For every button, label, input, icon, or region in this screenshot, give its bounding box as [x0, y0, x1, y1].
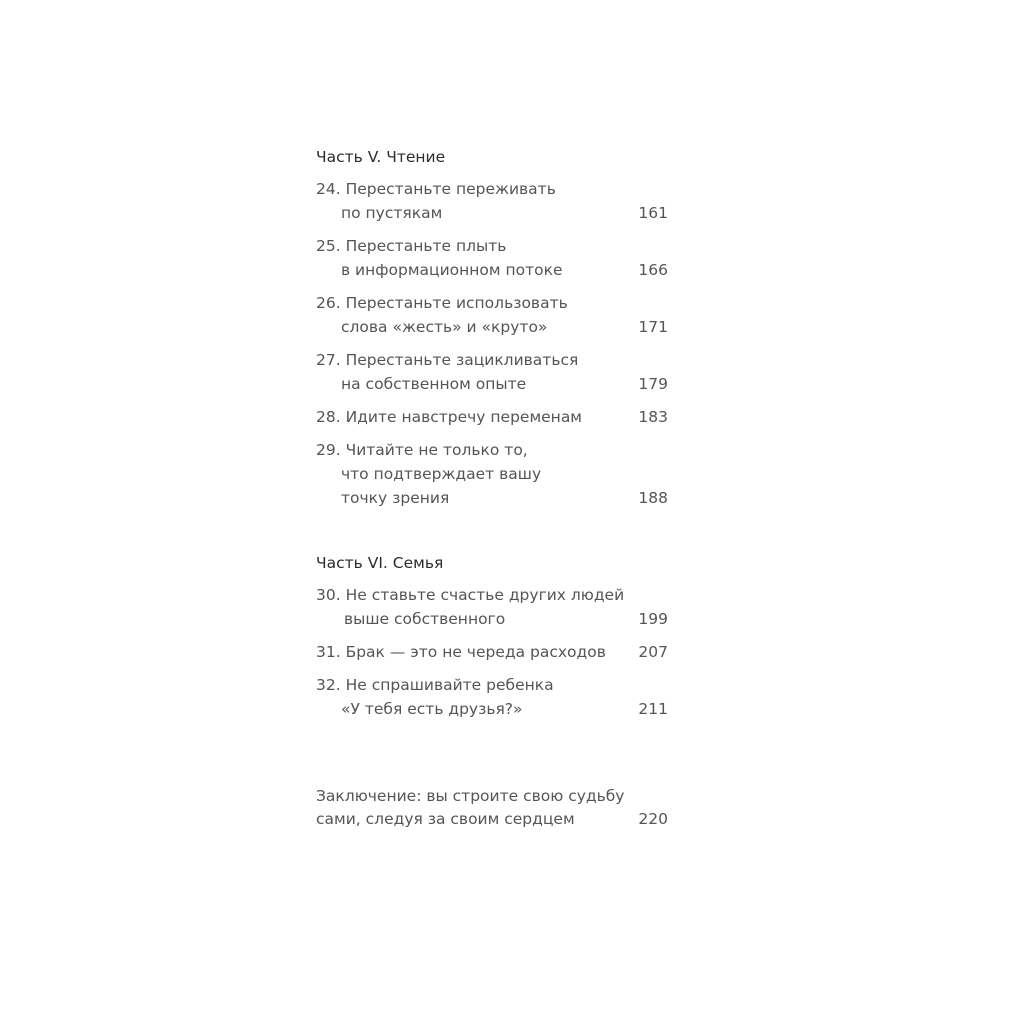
- toc-entry-text: 26. Перестаньте использовать: [316, 294, 568, 312]
- toc-page-number: 220: [638, 810, 668, 828]
- toc-entry-text: выше собственного: [344, 610, 506, 628]
- toc-entry-text: 30. Не ставьте счастье других людей: [316, 586, 625, 604]
- toc-page-number: 183: [638, 408, 668, 426]
- toc-page-number: 161: [638, 204, 668, 222]
- toc-entry-text: по пустякам: [341, 204, 443, 222]
- toc-entry-text: «У тебя есть друзья?»: [341, 700, 523, 718]
- toc-entry-text: слова «жесть» и «круто»: [341, 318, 548, 336]
- toc-entry-text: 28. Идите навстречу переменам: [316, 408, 583, 426]
- toc-entry-text: в информационном потоке: [341, 261, 563, 279]
- toc-entry-text: 27. Перестаньте зацикливаться: [316, 351, 579, 369]
- toc-page-number: 166: [638, 261, 668, 279]
- toc-page-number: 171: [638, 318, 668, 336]
- toc-entry-text: 32. Не спрашивайте ребенка: [316, 676, 554, 694]
- toc-page-number: 207: [638, 643, 668, 661]
- toc-entry-text: 25. Перестаньте плыть: [316, 237, 507, 255]
- toc-entry-text: Заключение: вы строите свою судьбу: [316, 787, 625, 805]
- part-5-title: Часть V. Чтение: [316, 148, 446, 166]
- part-6-title: Часть VI. Семья: [316, 554, 444, 572]
- toc-entry-text: что подтверждает вашу: [341, 465, 542, 483]
- toc-entry-text: на собственном опыте: [341, 375, 527, 393]
- toc-entry-text: точку зрения: [341, 489, 450, 507]
- toc-page-number: 211: [638, 700, 668, 718]
- toc-entry-text: сами, следуя за своим сердцем: [316, 810, 575, 828]
- toc-entry-text: 29. Читайте не только то,: [316, 441, 528, 459]
- toc-page-number: 188: [638, 489, 668, 507]
- toc-page-number: 179: [638, 375, 668, 393]
- toc-entry-text: 24. Перестаньте переживать: [316, 180, 556, 198]
- toc-entry-text: 31. Брак — это не череда расходов: [316, 643, 606, 661]
- toc-page-number: 199: [638, 610, 668, 628]
